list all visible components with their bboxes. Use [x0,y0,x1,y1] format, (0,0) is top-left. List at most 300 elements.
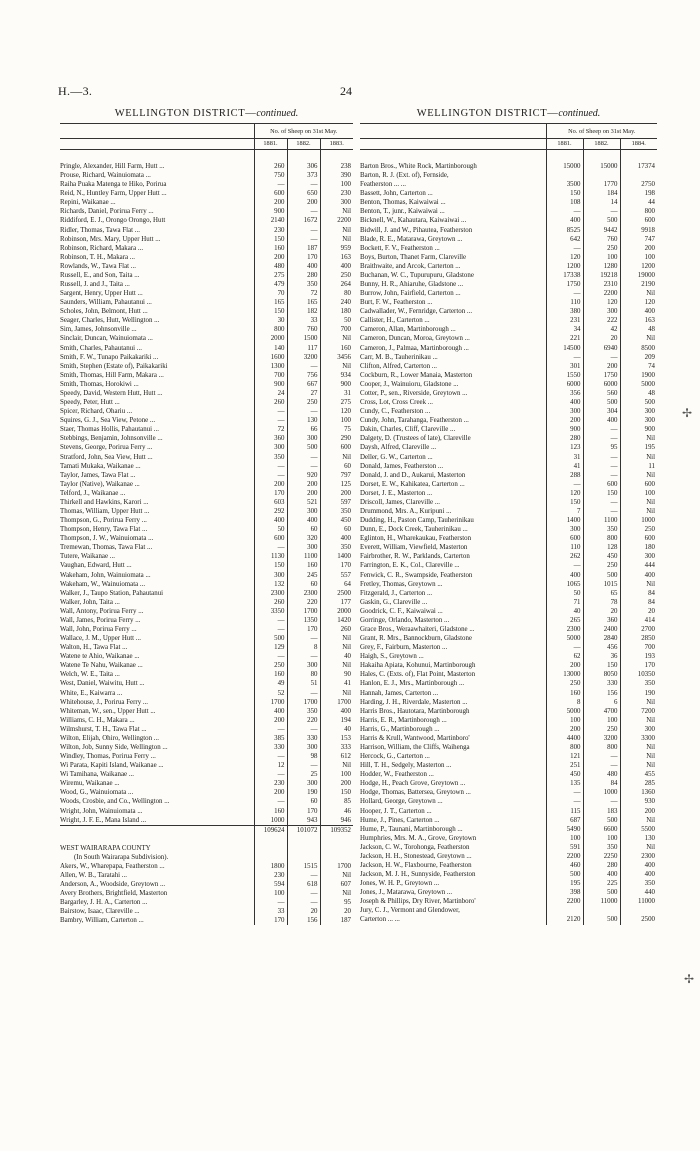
left-table-body [60,150,353,926]
name-header-blank [360,139,546,150]
table-row [60,244,353,253]
owner-name: Bassett, John, Carterton ... [360,190,433,198]
sheep-count: 460 [546,861,583,870]
sheep-count: 1000 [583,788,620,797]
owner-name: Harris & Krull, Wantwood, Martinboro' [360,734,470,742]
sheep-count: 8050 [583,670,620,679]
sheep-count: — [254,725,287,734]
owner-name: Russell, J. and J., Taita ... [60,281,130,289]
margin-mark-icon: ✢ [682,406,693,420]
sheep-count: 350 [620,879,657,888]
owner-name: Grant, R. Mrs., Bannockburn, Gladstone [360,635,472,643]
table-row [360,507,657,516]
sheep-count: — [583,425,620,434]
sheep-count: Nil [620,434,657,443]
sheep-count: 557 [320,571,353,580]
owner-name: Williams, C. H., Makara ... [60,716,135,724]
sheep-count: 121 [546,752,583,761]
sheep-count: 8500 [620,344,657,353]
sheep-count: 350 [620,679,657,688]
owner-name: Hanlon, E. J., Mrs., Martinborough ... [360,680,465,688]
sheep-count: 209 [620,353,657,362]
sheep-count: 400 [287,516,320,525]
sheep-count [583,171,620,180]
sheep-count: 72 [254,425,287,434]
total-value: 109352 [320,825,353,835]
sheep-count: 700 [620,643,657,652]
sheep-count: 15000 [546,162,583,171]
owner-name: Wood, G., Wainuiomata ... [60,789,134,797]
owner-name: Smith, Thomas, Horokiwi ... [60,380,139,388]
owner-name: Thompson, G., Porirua Ferry ... [60,517,147,525]
owner-name: Bairstow, Isaac, Clareville ... [60,908,140,916]
owner-name: Prouse, Richard, Wainuiomata ... [60,172,151,180]
sheep-count: Nil [320,871,353,880]
sheep-count: 1280 [583,262,620,271]
sheep-count: 8 [546,698,583,707]
owner-name: Jackson, H. H., Stonestead, Greytown ... [360,852,472,860]
sheep-count: 1400 [546,516,583,525]
owner-name: Seager, Charles, Hutt, Wellington ... [60,317,160,325]
owner-name: Tremewan, Thomas, Tawa Flat ... [60,544,153,552]
sheep-count: 1400 [320,552,353,561]
table-row [360,897,657,906]
owner-name: Daysh, Alfred, Clareville ... [360,444,437,452]
owner-name: Thompson, J. W., Wainuiomata ... [60,535,154,543]
sheep-count: 2500 [320,589,353,598]
owner-name: Dakin, Charles, Cliff, Clareville ... [360,426,456,434]
sheep-count: — [254,462,287,471]
table-row [360,589,657,598]
owner-name: Windley, Thomas, Porirua Ferry ... [60,753,156,761]
sheep-count: 84 [620,589,657,598]
sheep-count: 455 [620,770,657,779]
year-header: 1883. [320,139,353,150]
owner-name: Braithwaite, and Arcok, Carterton ... [360,262,461,270]
owner-name: Fretley, Thomas, Greytown ... [360,580,443,588]
sheep-count: 156 [583,689,620,698]
table-row [360,679,657,688]
table-row [60,280,353,289]
sheep-count: 400 [546,398,583,407]
owner-name: Sargent, Henry, Upper Hutt ... [60,290,143,298]
sheep-count: Nil [620,752,657,761]
sheep-count: 400 [583,416,620,425]
table-row [360,353,657,362]
sheep-count: 1350 [287,616,320,625]
owner-name: Farrington, E. K., Col., Clareville ... [360,562,460,570]
table-row [360,471,657,480]
owner-name: Harris, E. R., Martinborough ... [360,716,447,724]
sheep-count: 250 [546,679,583,688]
owner-name: Staer, Thomas Hollis, Pahautanui ... [60,426,159,434]
sheep-count: 120 [620,298,657,307]
table-row [360,598,657,607]
sheep-count: 160 [287,561,320,570]
sheep-count: 80 [320,289,353,298]
sheep-count: 17374 [620,162,657,171]
sheep-count: Nil [320,235,353,244]
sheep-count: 6000 [546,380,583,389]
sheep-count [620,171,657,180]
sheep-count: — [546,244,583,253]
sheep-count: 100 [320,770,353,779]
table-row [360,443,657,452]
sheep-count: 64 [320,580,353,589]
sheep-count: 8525 [546,226,583,235]
sheep-count: 900 [254,207,287,216]
sheep-count: 2200 [583,289,620,298]
sheep-count: Nil [620,289,657,298]
sheep-count: 3200 [287,353,320,362]
sheep-count: 177 [320,598,353,607]
sheep-count: 900 [546,425,583,434]
sheep-count: Nil [320,334,353,343]
table-row [360,752,657,761]
sheep-count: Nil [620,816,657,825]
sheep-count: 15000 [583,162,620,171]
owner-name: Whitehouse, J., Porirua Ferry ... [60,698,149,706]
sheep-count: — [546,643,583,652]
table-row [60,589,353,598]
table-row [60,516,353,525]
sheep-count: 959 [320,244,353,253]
sheep-count: 265 [546,616,583,625]
sheep-count: 110 [546,298,583,307]
table-row [360,689,657,698]
table-row [360,416,657,425]
sheep-count: 13000 [546,670,583,679]
sheep-count: 50 [254,525,287,534]
owner-name: Hill, T. H., Sedgely, Masterton ... [360,762,452,770]
owner-name: Wilton, Job, Sunny Side, Wellington ... [60,744,168,751]
table-row [60,652,353,661]
table-row [60,253,353,262]
table-row [60,580,353,589]
sheep-count: 34 [546,325,583,334]
table-row [360,816,657,825]
sheep-count: 1800 [254,862,287,871]
owner-name: Allen, W. B., Taratahi ... [60,872,127,880]
sheep-count: 350 [287,707,320,716]
table-row [60,262,353,271]
sheep-count: 2850 [620,634,657,643]
sheep-count: 251 [546,761,583,770]
table-row [60,880,353,889]
sheep-count: 250 [254,661,287,670]
table-row [360,262,657,271]
table-row [60,371,353,380]
right-table-body [360,150,657,925]
sheep-count: 306 [287,162,320,171]
sheep-count: — [583,498,620,507]
owner-name: Smith, Charles, Pahautanui ... [60,344,142,352]
sheep-count: Nil [620,498,657,507]
sheep-count: 20 [583,607,620,616]
owner-name: Hercock, G., Carterton ... [360,753,430,761]
owner-name: Carr, M. B., Tauherinikau ... [360,353,438,361]
table-row [360,407,657,416]
owner-name: Ridler, Thomas, Tawa Flat ... [60,226,140,234]
sheep-count: 245 [287,571,320,580]
table-row [360,216,657,225]
table-row [60,325,353,334]
sheep-count: 100 [254,889,287,898]
sheep-count: — [287,652,320,661]
sheep-count: — [287,689,320,698]
sheep-count: 350 [320,543,353,552]
sheep-count: 3300 [620,734,657,743]
owner-name: Spicer, Richard, Ohariu ... [60,408,133,416]
table-row [60,779,353,788]
table-row [360,734,657,743]
sheep-count: 31 [546,453,583,462]
sheep-count: 400 [620,861,657,870]
table-row [60,788,353,797]
owner-name: Barton Bros., White Rock, Martinborough [360,163,477,170]
owner-name: Robinson, Mrs. Mary, Upper Hutt ... [60,235,161,243]
spacer-row [60,835,353,844]
table-row [60,552,353,561]
continued-label: continued. [558,108,601,119]
sheep-count: 9918 [620,226,657,235]
sheep-count: 373 [287,171,320,180]
table-row [60,534,353,543]
owner-name: Fenwick, C. R., Swampside, Featherston [360,571,473,579]
doc-reference: H.—3. [58,84,93,98]
sheep-count: — [546,480,583,489]
owner-name: Reid, N., Huntley Farm, Upper Hutt ... [60,190,167,198]
table-row [60,707,353,716]
sheep-count: — [546,561,583,570]
sheep-count: 400 [320,534,353,543]
table-row [60,543,353,552]
sheep-count: 153 [320,734,353,743]
sheep-count: 2750 [620,180,657,189]
owner-name: Eglinton, H., Wharekaukau, Featherston [360,535,472,543]
sheep-count: 264 [320,280,353,289]
sheep-count: 132 [254,580,287,589]
sheep-count: 200 [254,253,287,262]
owner-name: Harris, G., Martinborough ... [360,725,440,733]
year-header: 1882. [583,139,620,150]
owner-name: Humphries, Mrs. M. A., Grove, Greytown [360,834,477,842]
sheep-count: 221 [546,334,583,343]
sheep-count: 200 [287,480,320,489]
owner-name: Harding, J. H., Riverdale, Masterton ... [360,698,468,706]
table-row [60,743,353,752]
sheep-count: 230 [320,189,353,198]
right-sheep-table [360,123,657,925]
sheep-count: 170 [254,916,287,925]
owner-name: Pringle, Alexander, Hill Farm, Hutt ... [60,163,165,170]
owner-name: Stratford, John, Sea View, Hutt ... [60,453,153,461]
sheep-count: 120 [546,489,583,498]
sheep-count: 11000 [583,897,620,906]
owner-name: Sim, James, Johnsonville ... [60,326,137,334]
table-row [360,334,657,343]
owner-name: Raiha Puaka Matenga te Hiko, Porirua [60,181,167,189]
sheep-count: Nil [320,661,353,670]
sheep-count: 130 [287,416,320,425]
sheep-count: — [254,180,287,189]
left-column-title: WELLINGTON DISTRICT—continued. [114,108,299,119]
table-row [60,571,353,580]
sheep-count: 2840 [583,634,620,643]
table-row [60,679,353,688]
table-row [360,316,657,325]
table-row [360,453,657,462]
owner-name: Wiremu, Waikanae ... [60,780,120,788]
sheep-count: 150 [254,561,287,570]
sheep-count: 80 [287,670,320,679]
table-row [360,607,657,616]
sheep-count: 71 [546,598,583,607]
sheep-count: 19000 [620,271,657,280]
sheep-count: 200 [320,489,353,498]
sheep-count: 300 [287,434,320,443]
owner-name: Welch, W. E., Taita ... [60,671,120,679]
sheep-count: 135 [546,779,583,788]
owner-name: Hakaiha Apiata, Kohunui, Martinborough [360,662,476,670]
sheep-count: — [583,462,620,471]
sheep-count: 250 [583,725,620,734]
sheep-count: Nil [620,698,657,707]
sheep-count: 2250 [583,852,620,861]
sheep-count: — [254,625,287,634]
table-row [360,580,657,589]
sheep-count: 900 [620,425,657,434]
sheep-count: — [583,507,620,516]
table-row [60,162,353,171]
table-row [360,788,657,797]
sheep-count: 100 [620,253,657,262]
sheep-count: — [254,616,287,625]
sheep-count: 220 [287,598,320,607]
sheep-count: 50 [546,589,583,598]
table-row [360,625,657,634]
table-row [60,525,353,534]
sheep-count: 160 [546,689,583,698]
table-row [360,543,657,552]
table-row [60,344,353,353]
sheep-count: 1550 [546,371,583,380]
sheep-count: 500 [254,634,287,643]
sheep-count: 1600 [254,353,287,362]
sheep-count: — [254,797,287,806]
owner-name: Cameron, J., Palmaa, Martinborough ... [360,344,469,352]
sheep-count: 400 [546,216,583,225]
table-row [60,271,353,280]
owner-name: Wakeham, John, Wainuiomata ... [60,571,151,579]
sheep-count: 300 [620,552,657,561]
sheep-count: 300 [287,779,320,788]
sheep-count: 2200 [546,852,583,861]
table-row [60,353,353,362]
sheep-count: 330 [287,734,320,743]
sheep-count: 62 [546,652,583,661]
table-row [60,898,353,907]
table-row [60,871,353,880]
sheep-count: 238 [320,162,353,171]
table-row [60,307,353,316]
sheep-count: 170 [287,807,320,816]
owner-name: Bicknell, W., Kahautara, Kaiwaiwai ... [360,217,467,225]
table-row [60,507,353,516]
sheep-count: 60 [320,525,353,534]
sheep-count: 450 [546,770,583,779]
owner-name: Wilmshurst, T. H., Tawa Flat ... [60,725,147,733]
sheep-count: 187 [320,916,353,925]
sheep-count: 300 [620,725,657,734]
sheep-count: 1700 [320,698,353,707]
table-row [360,725,657,734]
table-row [360,707,657,716]
sheep-count: 280 [583,861,620,870]
table-row [360,398,657,407]
owner-name: Russell, E., and Son, Taita ... [60,271,140,279]
table-row [60,752,353,761]
sheep-count: 12 [254,761,287,770]
sheep-count: 150 [546,498,583,507]
sheep-count: — [254,898,287,907]
sheep-count: 170 [320,561,353,570]
page-number: 24 [340,84,352,98]
table-row [60,698,353,707]
sheep-count: 2120 [546,915,583,924]
sheep-count: 288 [546,471,583,480]
owner-name: Walker, John, Taita ... [60,598,120,606]
sheep-count: 800 [546,743,583,752]
sheep-count: — [287,407,320,416]
total-row [60,825,353,835]
owner-name: Rowlands, W., Tawa Flat ... [60,262,136,270]
sheep-count: 1300 [254,362,287,371]
sheep-count: 260 [254,162,287,171]
owner-name: Wakeham, W., Wainuiomata ... [60,580,146,588]
sheep-count: 300 [546,525,583,534]
sheep-count: 380 [546,307,583,316]
table-row [360,561,657,570]
table-row [60,389,353,398]
sheep-count: 193 [620,652,657,661]
sheep-count: 444 [620,561,657,570]
sheep-count: 65 [583,589,620,598]
sheep-count: 398 [546,888,583,897]
owner-name: White, E., Kaiwarra ... [60,689,123,697]
sheep-count: 800 [620,207,657,216]
sheep-count: 650 [287,189,320,198]
sheep-count: 27 [287,389,320,398]
sheep-count: 194 [320,716,353,725]
table-row [360,516,657,525]
sheep-count: — [254,543,287,552]
sheep-count: 98 [287,752,320,761]
sheep-count: 797 [320,471,353,480]
table-row [360,235,657,244]
sheep-count: 756 [287,371,320,380]
table-row [360,779,657,788]
sheep-count: 85 [320,797,353,806]
sheep-count: 7200 [620,707,657,716]
owner-name: Hume, P., Taunani, Martinborough ... [360,825,463,833]
sheep-count: 800 [583,743,620,752]
sheep-count: 360 [254,434,287,443]
sheep-count: 390 [320,171,353,180]
sheep-count: Nil [320,889,353,898]
section-row [60,844,353,853]
sheep-count: — [583,207,620,216]
